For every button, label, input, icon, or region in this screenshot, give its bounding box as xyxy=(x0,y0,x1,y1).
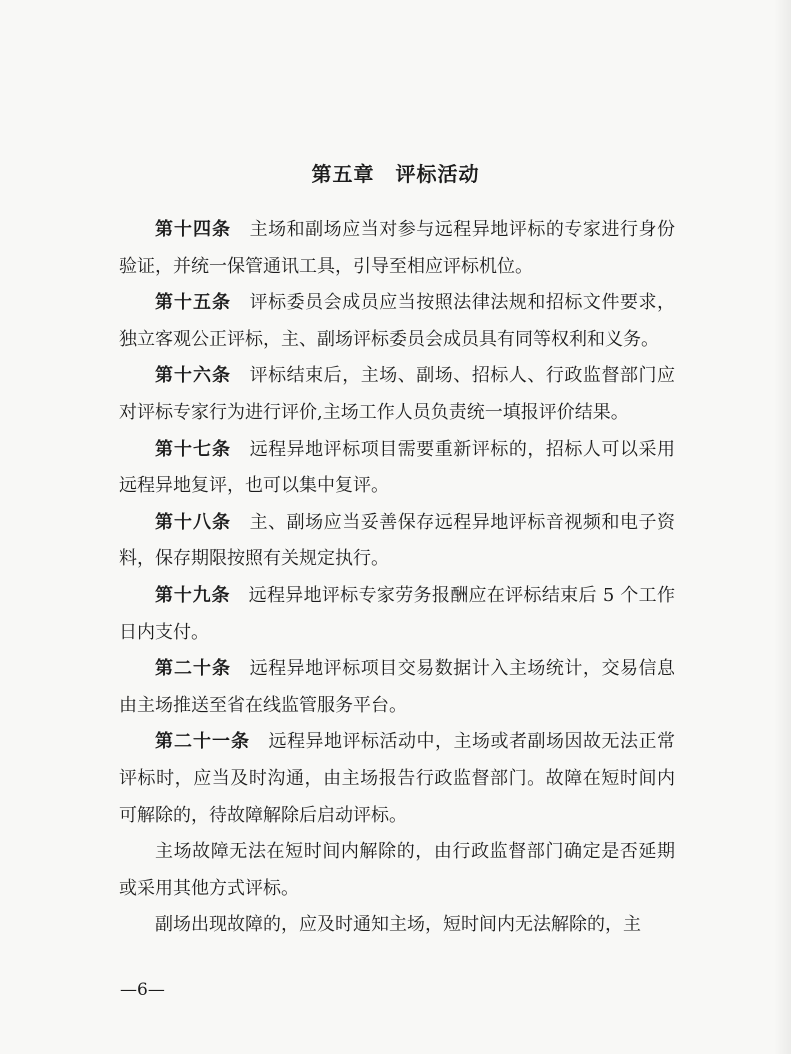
article-number: 第十八条 xyxy=(155,511,232,533)
paragraph-text: 主场故障无法在短时间内解除的，由行政监督部门确定是否延期或采用其他方式评标。 xyxy=(119,841,675,899)
article-text: 评标委员会成员应当按照法律法规和招标文件要求，独立客观公正评标，主、副场评标委员会成员具有同等权利和义务。 xyxy=(119,292,676,350)
article-number: 第十四条 xyxy=(155,219,232,240)
article-20 xyxy=(119,651,675,724)
article-text: 评标结束后，主场、副场、招标人、行政监督部门应对评标专家行为进行评价,主场工作人员负责统一填报评价结果。 xyxy=(119,365,676,423)
article-number: 第十七条 xyxy=(155,438,232,460)
paragraph-main-venue-fault xyxy=(119,834,675,907)
article-16 xyxy=(119,358,675,431)
article-19 xyxy=(119,578,675,651)
chapter-title: 第五章 评标活动 xyxy=(311,162,480,186)
article-number: 第十五条 xyxy=(155,292,232,314)
article-number: 第十九条 xyxy=(155,584,231,606)
article-number: 第十六条 xyxy=(155,365,232,387)
page-number: —6— xyxy=(120,980,165,1000)
article-text: 远程异地评标活动中，主场或者副场因故无法正常评标时，应当及时沟通，由主场报告行政监督部门。故障在短时间内可解除的，待故障解除后启动评标。 xyxy=(119,731,675,826)
article-18 xyxy=(119,505,675,578)
article-text: 主场和副场应当对参与远程异地评标的专家进行身份验证，并统一保管通讯工具，引导至相应评标机位。 xyxy=(119,219,676,277)
paragraph-text: 副场出现故障的，应及时通知主场，短时间内无法解除的，主 xyxy=(155,914,641,936)
article-17 xyxy=(119,432,675,505)
article-number: 第二十条 xyxy=(155,658,232,680)
document-body xyxy=(119,212,675,944)
article-14 xyxy=(119,212,675,285)
paragraph-sub-venue-fault xyxy=(119,907,675,944)
article-text: 远程异地评标项目需要重新评标的，招标人可以采用远程异地复评，也可以集中复评。 xyxy=(119,438,676,497)
article-text: 远程异地评标专家劳务报酬应在评标结束后 5 个工作日内支付。 xyxy=(119,584,676,643)
article-number: 第二十一条 xyxy=(155,731,250,753)
article-21 xyxy=(119,724,675,834)
article-text: 主、副场应当妥善保存远程异地评标音视频和电子资料，保存期限按照有关规定执行。 xyxy=(119,511,676,570)
article-text: 远程异地评标项目交易数据计入主场统计，交易信息由主场推送至省在线监管服务平台。 xyxy=(119,658,676,716)
article-15 xyxy=(119,285,675,358)
